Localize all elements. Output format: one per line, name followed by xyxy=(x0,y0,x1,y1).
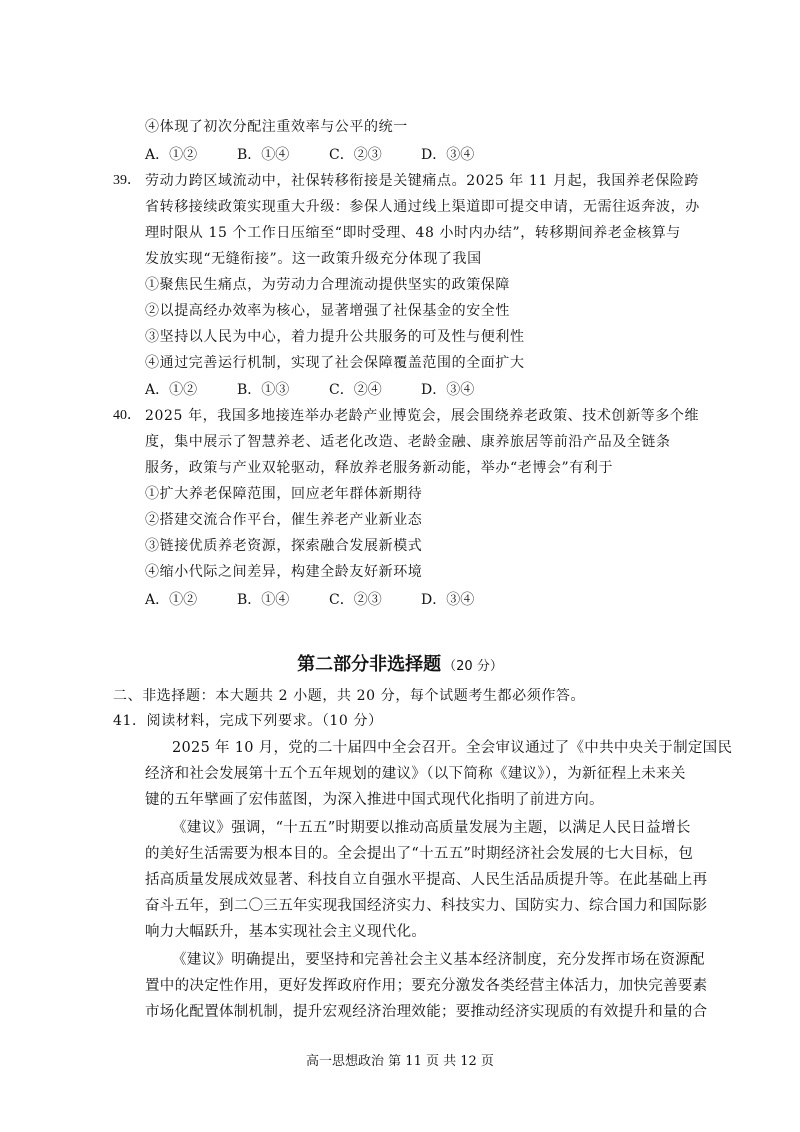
option-a: A．①② xyxy=(145,382,198,398)
page-footer: 高一思想政治 第 11 页 共 12 页 xyxy=(306,1054,494,1069)
material-line: 经济和社会发展第十五个五年规划的建议》（以下简称《建议》），为新征程上未来关 xyxy=(145,766,686,782)
option-a: A．①② xyxy=(145,592,198,608)
q39-stem-line: 省转移接续政策实现重大升级：参保人通过线上渠道即可提交申请，无需往返奔波，办 xyxy=(145,199,700,215)
q39-stem-line: 发放实现“无缝衔接”。这一政策升级充分体现了我国 xyxy=(145,251,482,267)
prev-item-4: ④体现了初次分配注重效率与公平的统一 xyxy=(145,119,408,135)
part2-instruction: 二、非选择题：本大题共 2 小题，共 20 分，每个试题考生都必须作答。 xyxy=(113,688,586,704)
q39-options xyxy=(145,380,513,400)
option-d: D．③④ xyxy=(421,147,475,163)
material-line: 置中的决定性作用，更好发挥政府作用；要充分激发各类经营主体活力，加快完善要素 xyxy=(145,978,708,994)
option-b: B．①④ xyxy=(237,592,290,608)
q40-stem-line: 2025 年，我国多地接连举办老龄产业博览会，展会围绕养老政策、技术创新等多个维 xyxy=(145,408,700,424)
q40-options xyxy=(145,590,513,610)
material-line: 的美好生活需要为根本目的。全会提出了“十五五”时期经济社会发展的七大目标，包 xyxy=(145,846,694,862)
q40-item-3: ③链接优质养老资源，探索融合发展新模式 xyxy=(145,538,423,554)
option-c: C．②③ xyxy=(329,592,382,608)
part2-points: （20 分） xyxy=(443,659,503,674)
option-b: B．①④ xyxy=(237,147,290,163)
part2-title-text: 第二部分非选择题 xyxy=(297,654,442,675)
material-line: 《建议》强调，“十五五”时期要以推动高质量发展为主题，以满足人民日益增长 xyxy=(172,820,691,836)
material-line: 奋斗五年，到二〇三五年实现我国经济实力、科技实力、国防实力、综合国力和国际影 xyxy=(145,898,708,914)
q39-item-1: ①聚焦民生痛点，为劳动力合理流动提供坚实的政策保障 xyxy=(145,277,510,293)
q39-item-3: ③坚持以人民为中心，着力提升公共服务的可及性与便利性 xyxy=(145,329,525,345)
q39-item-2: ②以提高经办效率为核心，显著增强了社保基金的安全性 xyxy=(145,303,510,319)
q41-header: 41．阅读材料，完成下列要求。（10 分） xyxy=(113,713,383,729)
material-line: 响力大幅跃升，基本实现社会主义现代化。 xyxy=(145,924,427,940)
option-b: B．①③ xyxy=(237,382,290,398)
option-d: D．③④ xyxy=(421,382,475,398)
material-line: 键的五年擘画了宏伟蓝图，为深入推进中国式现代化指明了前进方向。 xyxy=(145,792,604,808)
q39-stem-line: 劳动力跨区域流动中，社保转移衔接是关键痛点。2025 年 11 月起，我国养老保险跨 xyxy=(145,173,699,189)
option-d: D．③④ xyxy=(421,592,475,608)
q39-item-4: ④通过完善运行机制，实现了社会保障覆盖范围的全面扩大 xyxy=(145,355,525,371)
q40-number: 40． xyxy=(113,408,141,423)
q40-item-4: ④缩小代际之间差异，构建全龄友好新环境 xyxy=(145,564,423,580)
q39-number: 39． xyxy=(113,173,141,188)
option-c: C．②④ xyxy=(329,382,382,398)
part2-title xyxy=(0,650,800,676)
material-line: 《建议》明确提出，要坚持和完善社会主义基本经济制度，充分发挥市场在资源配 xyxy=(172,952,705,968)
q39-stem-line: 理时限从 15 个工作日压缩至“即时受理、48 小时内办结”，转移期间养老金核算与 xyxy=(145,225,681,241)
material-line: 2025 年 10 月，党的二十届四中全会召开。全会审议通过了《中共中央关于制定国民 xyxy=(172,740,733,756)
option-a: A．①② xyxy=(145,147,198,163)
material-line: 市场化配置体制机制，提升宏观经济治理效能；要推动经济实现质的有效提升和量的合 xyxy=(145,1004,708,1020)
q40-item-2: ②搭建交流合作平台，催生养老产业新业态 xyxy=(145,512,423,528)
q40-stem-line: 度，集中展示了智慧养老、适老化改造、老龄金融、康养旅居等前沿产品及全链条 xyxy=(145,434,671,450)
option-c: C．②③ xyxy=(329,147,382,163)
material-line: 括高质量发展成效显著、科技自立自强水平提高、人民生活品质提升等。在此基础上再 xyxy=(145,872,708,888)
q40-stem-line: 服务，政策与产业双轮驱动，释放养老服务新动能，举办“老博会”有利于 xyxy=(145,460,614,476)
prev-options xyxy=(145,145,513,165)
q40-item-1: ①扩大养老保障范围，回应老年群体新期待 xyxy=(145,486,423,502)
